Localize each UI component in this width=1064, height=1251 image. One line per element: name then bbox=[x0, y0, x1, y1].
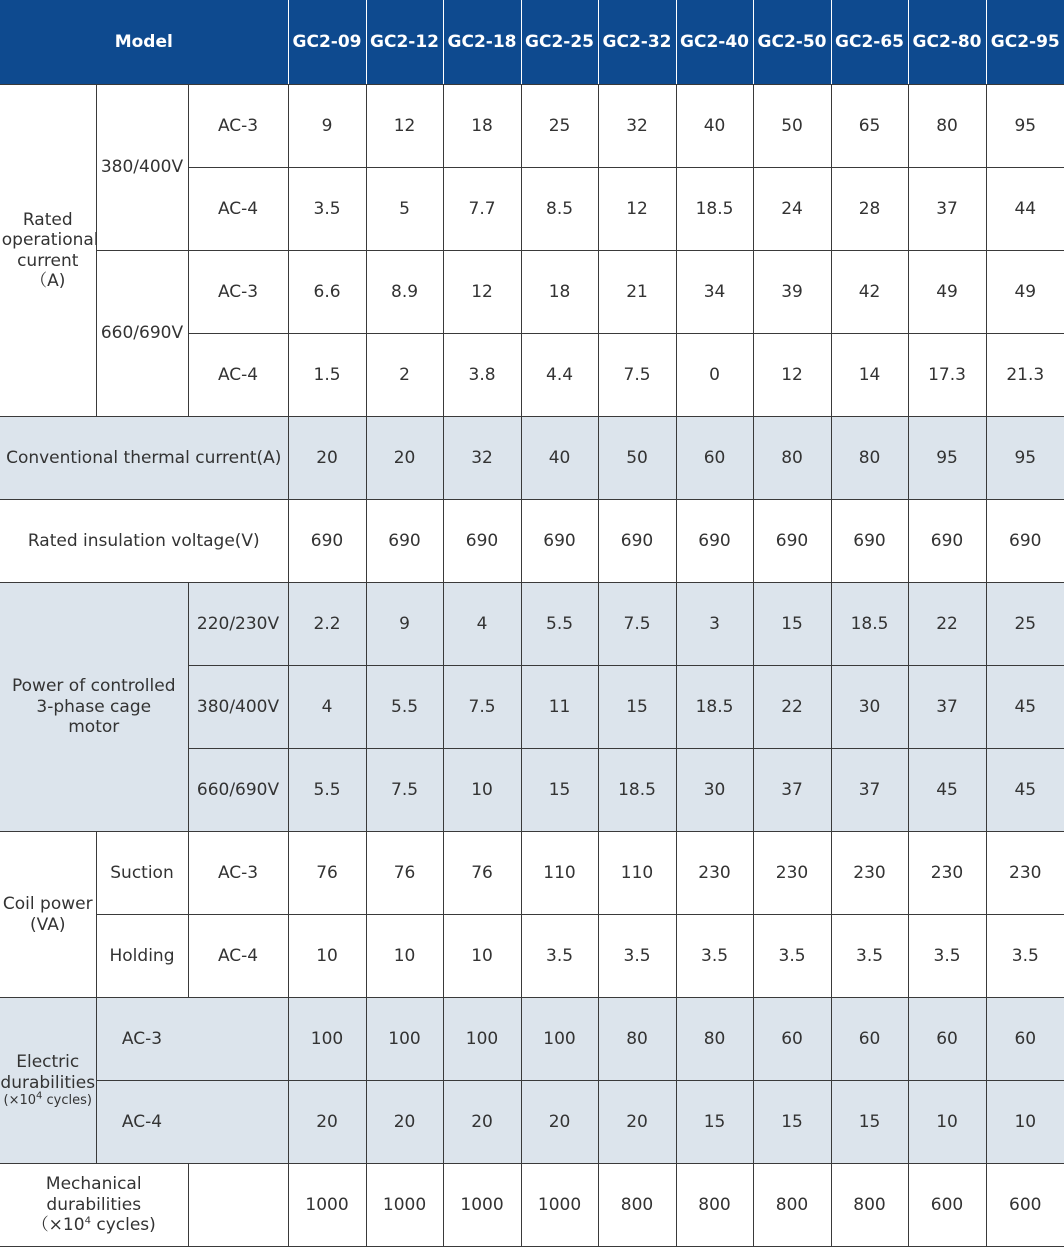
category-label: AC-4 bbox=[188, 334, 288, 417]
value-cell: 20 bbox=[521, 1081, 598, 1164]
value-cell: 60 bbox=[753, 998, 831, 1081]
table-row bbox=[0, 915, 1064, 998]
value-cell: 4.4 bbox=[521, 334, 598, 417]
table-row bbox=[0, 500, 1064, 583]
category-label: AC-3 bbox=[96, 998, 188, 1081]
value-cell: 80 bbox=[908, 85, 986, 168]
value-cell: 6.6 bbox=[288, 251, 366, 334]
value-cell: 22 bbox=[908, 583, 986, 666]
value-cell: 800 bbox=[598, 1164, 676, 1247]
value-cell: 76 bbox=[366, 832, 443, 915]
value-cell: 32 bbox=[598, 85, 676, 168]
category-label: AC-4 bbox=[96, 1081, 188, 1164]
value-cell: 30 bbox=[831, 666, 908, 749]
value-cell: 15 bbox=[753, 583, 831, 666]
value-cell: 95 bbox=[986, 85, 1064, 168]
value-cell: 18.5 bbox=[598, 749, 676, 832]
category-label: AC-3 bbox=[188, 251, 288, 334]
value-cell: 1000 bbox=[443, 1164, 521, 1247]
value-cell: 37 bbox=[753, 749, 831, 832]
value-cell: 3.8 bbox=[443, 334, 521, 417]
value-cell: 80 bbox=[831, 417, 908, 500]
value-cell: 60 bbox=[908, 998, 986, 1081]
value-cell: 42 bbox=[831, 251, 908, 334]
insulation-voltage-label: Rated insulation voltage(V) bbox=[0, 500, 288, 583]
value-cell: 5.5 bbox=[288, 749, 366, 832]
value-cell: 2 bbox=[366, 334, 443, 417]
value-cell: 10 bbox=[443, 915, 521, 998]
electric-durability-line1: Electric bbox=[16, 1052, 80, 1073]
value-cell: 110 bbox=[598, 832, 676, 915]
value-cell: 24 bbox=[753, 168, 831, 251]
value-cell: 10 bbox=[908, 1081, 986, 1164]
voltage-label: 380/400V bbox=[188, 666, 288, 749]
value-cell: 690 bbox=[443, 500, 521, 583]
value-cell: 3.5 bbox=[676, 915, 753, 998]
value-cell: 690 bbox=[831, 500, 908, 583]
value-cell: 230 bbox=[676, 832, 753, 915]
value-cell: 21.3 bbox=[986, 334, 1064, 417]
empty-cell bbox=[188, 1081, 288, 1164]
electric-durability-label bbox=[0, 998, 96, 1164]
value-cell: 10 bbox=[443, 749, 521, 832]
value-cell: 3.5 bbox=[753, 915, 831, 998]
rated-current-label-text: Rated operational current（A) bbox=[1, 209, 99, 291]
value-cell: 5.5 bbox=[521, 583, 598, 666]
value-cell: 45 bbox=[908, 749, 986, 832]
empty-cell bbox=[188, 1164, 288, 1247]
value-cell: 80 bbox=[753, 417, 831, 500]
value-cell: 37 bbox=[908, 168, 986, 251]
value-cell: 690 bbox=[598, 500, 676, 583]
header-row bbox=[0, 0, 1064, 85]
model-header-cell: GC2-95 bbox=[986, 0, 1064, 85]
voltage-label: 380/400V bbox=[96, 85, 188, 251]
value-cell: 690 bbox=[288, 500, 366, 583]
model-header-cell: GC2-65 bbox=[831, 0, 908, 85]
coil-power-label-line1: Coil power bbox=[2, 894, 93, 915]
table-row bbox=[0, 1164, 1064, 1247]
value-cell: 37 bbox=[831, 749, 908, 832]
table-row bbox=[0, 832, 1064, 915]
value-cell: 15 bbox=[598, 666, 676, 749]
value-cell: 12 bbox=[443, 251, 521, 334]
value-cell: 3.5 bbox=[908, 915, 986, 998]
value-cell: 3.5 bbox=[986, 915, 1064, 998]
value-cell: 230 bbox=[753, 832, 831, 915]
value-cell: 690 bbox=[366, 500, 443, 583]
unit-prefix: （×10 bbox=[31, 1215, 85, 1236]
value-cell: 80 bbox=[598, 998, 676, 1081]
electric-durability-unit bbox=[0, 1090, 96, 1109]
value-cell: 12 bbox=[753, 334, 831, 417]
value-cell: 15 bbox=[831, 1081, 908, 1164]
value-cell: 60 bbox=[831, 998, 908, 1081]
value-cell: 45 bbox=[986, 749, 1064, 832]
value-cell: 7.7 bbox=[443, 168, 521, 251]
value-cell: 3.5 bbox=[521, 915, 598, 998]
value-cell: 4 bbox=[288, 666, 366, 749]
category-label: AC-3 bbox=[188, 832, 288, 915]
value-cell: 18.5 bbox=[831, 583, 908, 666]
value-cell: 690 bbox=[676, 500, 753, 583]
value-cell: 1000 bbox=[521, 1164, 598, 1247]
value-cell: 11 bbox=[521, 666, 598, 749]
model-header-cell: GC2-25 bbox=[521, 0, 598, 85]
value-cell: 17.3 bbox=[908, 334, 986, 417]
value-cell: 12 bbox=[366, 85, 443, 168]
value-cell: 50 bbox=[753, 85, 831, 168]
motor-power-label-text: Power of controlled 3-phase cage motor bbox=[12, 676, 176, 738]
value-cell: 7.5 bbox=[443, 666, 521, 749]
table-row bbox=[0, 998, 1064, 1081]
value-cell: 18 bbox=[521, 251, 598, 334]
value-cell: 20 bbox=[598, 1081, 676, 1164]
value-cell: 80 bbox=[676, 998, 753, 1081]
value-cell: 20 bbox=[288, 1081, 366, 1164]
value-cell: 9 bbox=[366, 583, 443, 666]
value-cell: 5 bbox=[366, 168, 443, 251]
value-cell: 100 bbox=[288, 998, 366, 1081]
value-cell: 60 bbox=[986, 998, 1064, 1081]
value-cell: 20 bbox=[366, 1081, 443, 1164]
value-cell: 690 bbox=[521, 500, 598, 583]
value-cell: 39 bbox=[753, 251, 831, 334]
value-cell: 30 bbox=[676, 749, 753, 832]
mechanical-durability-unit bbox=[0, 1215, 188, 1235]
value-cell: 690 bbox=[986, 500, 1064, 583]
unit-suffix: cycles) bbox=[42, 1093, 92, 1109]
table-row bbox=[0, 583, 1064, 666]
value-cell: 25 bbox=[986, 583, 1064, 666]
value-cell: 10 bbox=[986, 1081, 1064, 1164]
voltage-label: 660/690V bbox=[188, 749, 288, 832]
unit-prefix: (×10 bbox=[3, 1093, 37, 1109]
value-cell: 15 bbox=[521, 749, 598, 832]
value-cell: 7.5 bbox=[366, 749, 443, 832]
value-cell: 65 bbox=[831, 85, 908, 168]
value-cell: 60 bbox=[676, 417, 753, 500]
value-cell: 3 bbox=[676, 583, 753, 666]
unit-exponent: 4 bbox=[84, 1215, 91, 1227]
value-cell: 110 bbox=[521, 832, 598, 915]
value-cell: 15 bbox=[753, 1081, 831, 1164]
value-cell: 76 bbox=[443, 832, 521, 915]
voltage-label: 220/230V bbox=[188, 583, 288, 666]
model-header: Model bbox=[0, 0, 288, 85]
value-cell: 49 bbox=[986, 251, 1064, 334]
empty-cell bbox=[188, 998, 288, 1081]
value-cell: 34 bbox=[676, 251, 753, 334]
value-cell: 2.2 bbox=[288, 583, 366, 666]
model-header-cell: GC2-80 bbox=[908, 0, 986, 85]
value-cell: 25 bbox=[521, 85, 598, 168]
value-cell: 800 bbox=[676, 1164, 753, 1247]
value-cell: 45 bbox=[986, 666, 1064, 749]
value-cell: 40 bbox=[521, 417, 598, 500]
value-cell: 20 bbox=[443, 1081, 521, 1164]
unit-exponent: 4 bbox=[36, 1090, 43, 1102]
coil-power-label bbox=[0, 832, 96, 998]
value-cell: 28 bbox=[831, 168, 908, 251]
table-row bbox=[0, 251, 1064, 334]
value-cell: 8.5 bbox=[521, 168, 598, 251]
value-cell: 0 bbox=[676, 334, 753, 417]
value-cell: 37 bbox=[908, 666, 986, 749]
value-cell: 18 bbox=[443, 85, 521, 168]
value-cell: 18.5 bbox=[676, 168, 753, 251]
value-cell: 95 bbox=[986, 417, 1064, 500]
value-cell: 12 bbox=[598, 168, 676, 251]
model-header-cell: GC2-09 bbox=[288, 0, 366, 85]
value-cell: 600 bbox=[908, 1164, 986, 1247]
value-cell: 10 bbox=[288, 915, 366, 998]
category-label: AC-4 bbox=[188, 915, 288, 998]
thermal-current-label: Conventional thermal current(A) bbox=[0, 417, 288, 500]
value-cell: 230 bbox=[831, 832, 908, 915]
mechanical-durability-label bbox=[0, 1164, 188, 1247]
value-cell: 800 bbox=[831, 1164, 908, 1247]
value-cell: 800 bbox=[753, 1164, 831, 1247]
value-cell: 49 bbox=[908, 251, 986, 334]
value-cell: 9 bbox=[288, 85, 366, 168]
coil-mode-label: Suction bbox=[96, 832, 188, 915]
value-cell: 76 bbox=[288, 832, 366, 915]
mechanical-durability-line1: Mechanical durabilities bbox=[45, 1174, 142, 1215]
value-cell: 100 bbox=[521, 998, 598, 1081]
value-cell: 4 bbox=[443, 583, 521, 666]
value-cell: 21 bbox=[598, 251, 676, 334]
value-cell: 14 bbox=[831, 334, 908, 417]
value-cell: 7.5 bbox=[598, 334, 676, 417]
voltage-label: 660/690V bbox=[96, 251, 188, 417]
value-cell: 690 bbox=[908, 500, 986, 583]
value-cell: 230 bbox=[986, 832, 1064, 915]
value-cell: 3.5 bbox=[288, 168, 366, 251]
value-cell: 3.5 bbox=[598, 915, 676, 998]
model-header-cell: GC2-50 bbox=[753, 0, 831, 85]
model-header-cell: GC2-12 bbox=[366, 0, 443, 85]
value-cell: 44 bbox=[986, 168, 1064, 251]
category-label: AC-4 bbox=[188, 168, 288, 251]
value-cell: 1000 bbox=[366, 1164, 443, 1247]
value-cell: 100 bbox=[366, 998, 443, 1081]
value-cell: 8.9 bbox=[366, 251, 443, 334]
model-header-cell: GC2-18 bbox=[443, 0, 521, 85]
value-cell: 3.5 bbox=[831, 915, 908, 998]
value-cell: 40 bbox=[676, 85, 753, 168]
value-cell: 22 bbox=[753, 666, 831, 749]
unit-suffix: cycles) bbox=[90, 1215, 156, 1236]
motor-power-label bbox=[0, 583, 188, 832]
value-cell: 1.5 bbox=[288, 334, 366, 417]
value-cell: 20 bbox=[366, 417, 443, 500]
value-cell: 10 bbox=[366, 915, 443, 998]
value-cell: 20 bbox=[288, 417, 366, 500]
model-header-cell: GC2-32 bbox=[598, 0, 676, 85]
table-row bbox=[0, 85, 1064, 168]
model-header-cell: GC2-40 bbox=[676, 0, 753, 85]
value-cell: 95 bbox=[908, 417, 986, 500]
value-cell: 32 bbox=[443, 417, 521, 500]
value-cell: 1000 bbox=[288, 1164, 366, 1247]
value-cell: 690 bbox=[753, 500, 831, 583]
coil-mode-label: Holding bbox=[96, 915, 188, 998]
value-cell: 18.5 bbox=[676, 666, 753, 749]
value-cell: 50 bbox=[598, 417, 676, 500]
value-cell: 5.5 bbox=[366, 666, 443, 749]
rated-current-label bbox=[0, 85, 99, 417]
value-cell: 15 bbox=[676, 1081, 753, 1164]
table-row bbox=[0, 417, 1064, 500]
value-cell: 100 bbox=[443, 998, 521, 1081]
electric-durability-line2: durabilities bbox=[0, 1072, 96, 1093]
value-cell: 600 bbox=[986, 1164, 1064, 1247]
value-cell: 230 bbox=[908, 832, 986, 915]
coil-power-label-line2: (VA) bbox=[30, 914, 66, 935]
table-row bbox=[0, 1081, 1064, 1164]
value-cell: 7.5 bbox=[598, 583, 676, 666]
category-label: AC-3 bbox=[188, 85, 288, 168]
